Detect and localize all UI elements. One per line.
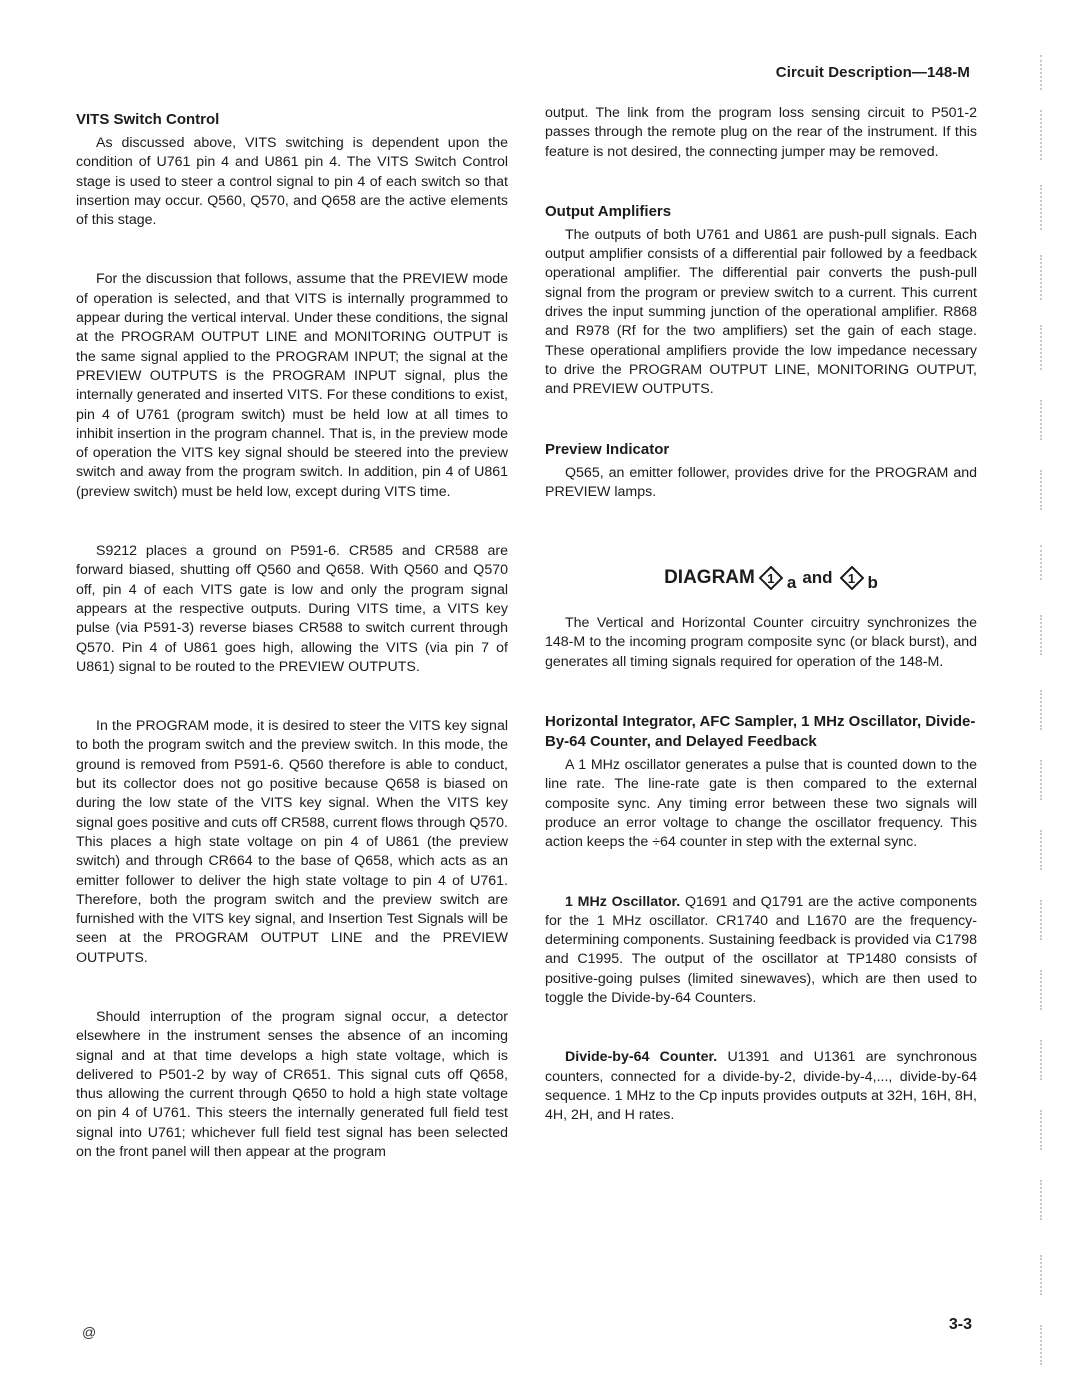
diagram-word: DIAGRAM <box>664 567 755 589</box>
runin-heading: 1 MHz Oscillator. <box>565 893 681 910</box>
diagram-suffix-b: b <box>867 573 878 593</box>
paragraph-counter: Divide-by-64 Counter. U1391 and U1361 are synchronous counters, connected for a divide-by-2, divide-by-4,..., divide-by-64 sequence. 1 MHz to the Cp inputs provides outputs at 32H, 16H, 8H, 4H, 2H, and H rates. <box>545 1049 977 1124</box>
continuation-paragraph: output. The link from the program loss sensing circuit to P501-2 passes through the remote plug on the rear of the instrument. If this feature is not desired, the connecting jumper may be removed. <box>545 105 977 160</box>
paragraph: Should interruption of the program signal occur, a detector elsewhere in the instrument senses the absence of an incoming signal and at that time develops a high state voltage, which is delivered to P501-2 by way of CR651. This signal cuts off Q658, thus allowing the current through Q650 to hold a high state voltage on pin 4 of U761. This steers the internally generated full field test signal into U761; whichever full field test signal has been selected on the front panel will then appear at the program <box>76 1008 508 1161</box>
scan-artifact <box>1040 760 1048 800</box>
scan-artifact <box>1040 470 1048 510</box>
diagram-and: and <box>802 568 833 588</box>
paragraph: Q565, an emitter follower, provides drive for the PROGRAM and PREVIEW lamps. <box>545 464 977 500</box>
scan-artifact <box>1040 900 1048 940</box>
diamond-number-icon <box>840 566 864 590</box>
section-heading-output-amplifiers: Output Amplifiers <box>545 202 672 220</box>
scan-artifact <box>1040 1255 1048 1295</box>
paragraph: S9212 places a ground on P591-6. CR585 and CR588 are forward biased, shutting off Q560 and Q658. With Q560 and Q570 off, pin 4 of each VITS gate is low and only the program signal appears at the respective outputs. During VITS time, a VITS key pulse (via P591-3) reverse biases CR588 to switch current through Q570. Pin 4 of U861 goes high, allowing the VITS (via pin 7 of U861) signal to be routed to the PREVIEW OUTPUTS. <box>76 543 508 675</box>
left-column <box>76 110 508 1162</box>
scan-artifact <box>1040 110 1048 160</box>
paragraph: The Vertical and Horizontal Counter circuitry synchronizes the 148-M to the incoming program composite sync (or black burst), and generates all timing signals required for operation of the 148-M. <box>545 615 977 670</box>
scan-artifact <box>1040 970 1048 1010</box>
scan-artifact <box>1040 1040 1048 1080</box>
scan-artifact <box>1040 1180 1048 1220</box>
scan-artifact <box>1040 1110 1048 1150</box>
diagram-number-a: 1 <box>767 570 775 586</box>
paragraph: In the PROGRAM mode, it is desired to steer the VITS key signal to both the program switch and the preview switch. In this mode, the ground is removed from P591-6. Q560 therefore is able to conduct, but its collector does not go positive because Q658 is biased on during the low state of the VITS key signal. When the VITS key signal goes positive and cuts off CR588, current flows through Q570. This places a high state voltage on pin 4 of U861 (the preview switch) and through CR664 to the base of Q658, which acts as an emitter follower to deliver the high state voltage to pin 4 of U761. Therefore, both the program switch and the preview switch are furnished with the VITS key signal, and Insertion Test Signals will be seen at the PROGRAM OUTPUT LINE and the PREVIEW OUTPUTS. <box>76 718 508 966</box>
right-column <box>545 104 977 1126</box>
scan-artifact <box>1040 325 1048 370</box>
scan-artifact <box>1040 185 1048 230</box>
section-heading-vits-switch-control: VITS Switch Control <box>76 111 220 128</box>
diamond-number-icon <box>759 566 783 590</box>
paragraph: As discussed above, VITS switching is dependent upon the condition of U761 pin 4 and U861 pin 4. The VITS Switch Control stage is used to steer a control signal to pin 4 of each switch so that insertion may occur. Q560, Q570, and Q658 are the active elements of this stage. <box>76 135 508 229</box>
scan-artifact <box>1040 400 1048 440</box>
footer-mark: @ <box>82 1324 97 1340</box>
scan-artifact <box>1040 690 1048 730</box>
scan-artifact <box>1040 830 1048 870</box>
paragraph: For the discussion that follows, assume that the PREVIEW mode of operation is selected, and that VITS is internally programmed to appear during the vertical interval. Under these conditions, the signal at the PROGRAM OUTPUT LINE and MONITORING OUTPUT is the same signal applied to the PROGRAM INPUT; the signal at the PREVIEW OUTPUTS is the PROGRAM INPUT signal, plus the internally generated and inserted VITS. For these conditions to exist, pin 4 of U761 (program switch) must be held low at all times to inhibit insertion in the program channel. That is, in the preview mode of operation the VITS key signal should be steered into the preview switch and away from the program switch. In addition, pin 4 of U861 (preview switch) must be held low, except during VITS time. <box>76 271 508 500</box>
scan-artifact <box>1040 1325 1048 1365</box>
scan-artifact <box>1040 255 1048 300</box>
paragraph: A 1 MHz oscillator generates a pulse that is counted down to the line rate. The line-rate gate is then compared to the external composite sync. Any timing error between these two signals will produce an error voltage to change the oscillator frequency. This action keeps the ÷64 counter in step with the external sync. <box>545 757 977 851</box>
scan-artifact <box>1040 615 1048 655</box>
paragraph: The outputs of both U761 and U861 are push-pull signals. Each output amplifier consists of a differential pair followed by a feedback operational amplifier. The differential pair converts the push-pull signal from the program or preview switch to a current. This current drives the input summing junction of the operational amplifier. R868 and R978 (Rf for the two amplifiers) set the gain of each stage. These operational amplifiers provide the low impedance necessary to drive the PROGRAM OUTPUT LINE, MONITORING OUTPUT, and PREVIEW OUTPUTS. <box>545 226 977 398</box>
scan-artifact <box>1040 545 1048 580</box>
diagram-suffix-a: a <box>786 573 797 593</box>
paragraph-oscillator: 1 MHz Oscillator. Q1691 and Q1791 are the active components for the 1 MHz oscillator. CR1740 and L1670 are the frequency-determining components. Sustaining feedback is provided via C1798 and C1995. The output of the oscillator at TP1480 consists of positive-going pulses (limited sinewaves), which are then used to toggle the Divide-by-64 Counters. <box>545 893 977 1007</box>
section-heading-preview-indicator: Preview Indicator <box>545 440 670 458</box>
diagram-number-b: 1 <box>847 570 856 586</box>
scan-artifact <box>1040 55 1048 90</box>
runin-heading: Divide-by-64 Counter. <box>565 1049 718 1066</box>
running-head: Circuit Description—148-M <box>775 64 970 81</box>
section-heading-horizontal-integrator: Horizontal Integrator, AFC Sampler, 1 MHz Oscillator, Divide-By-64 Counter, and Delayed Feedback <box>545 713 976 751</box>
diagram-title <box>545 566 977 593</box>
page-number: 3-3 <box>948 1316 972 1333</box>
